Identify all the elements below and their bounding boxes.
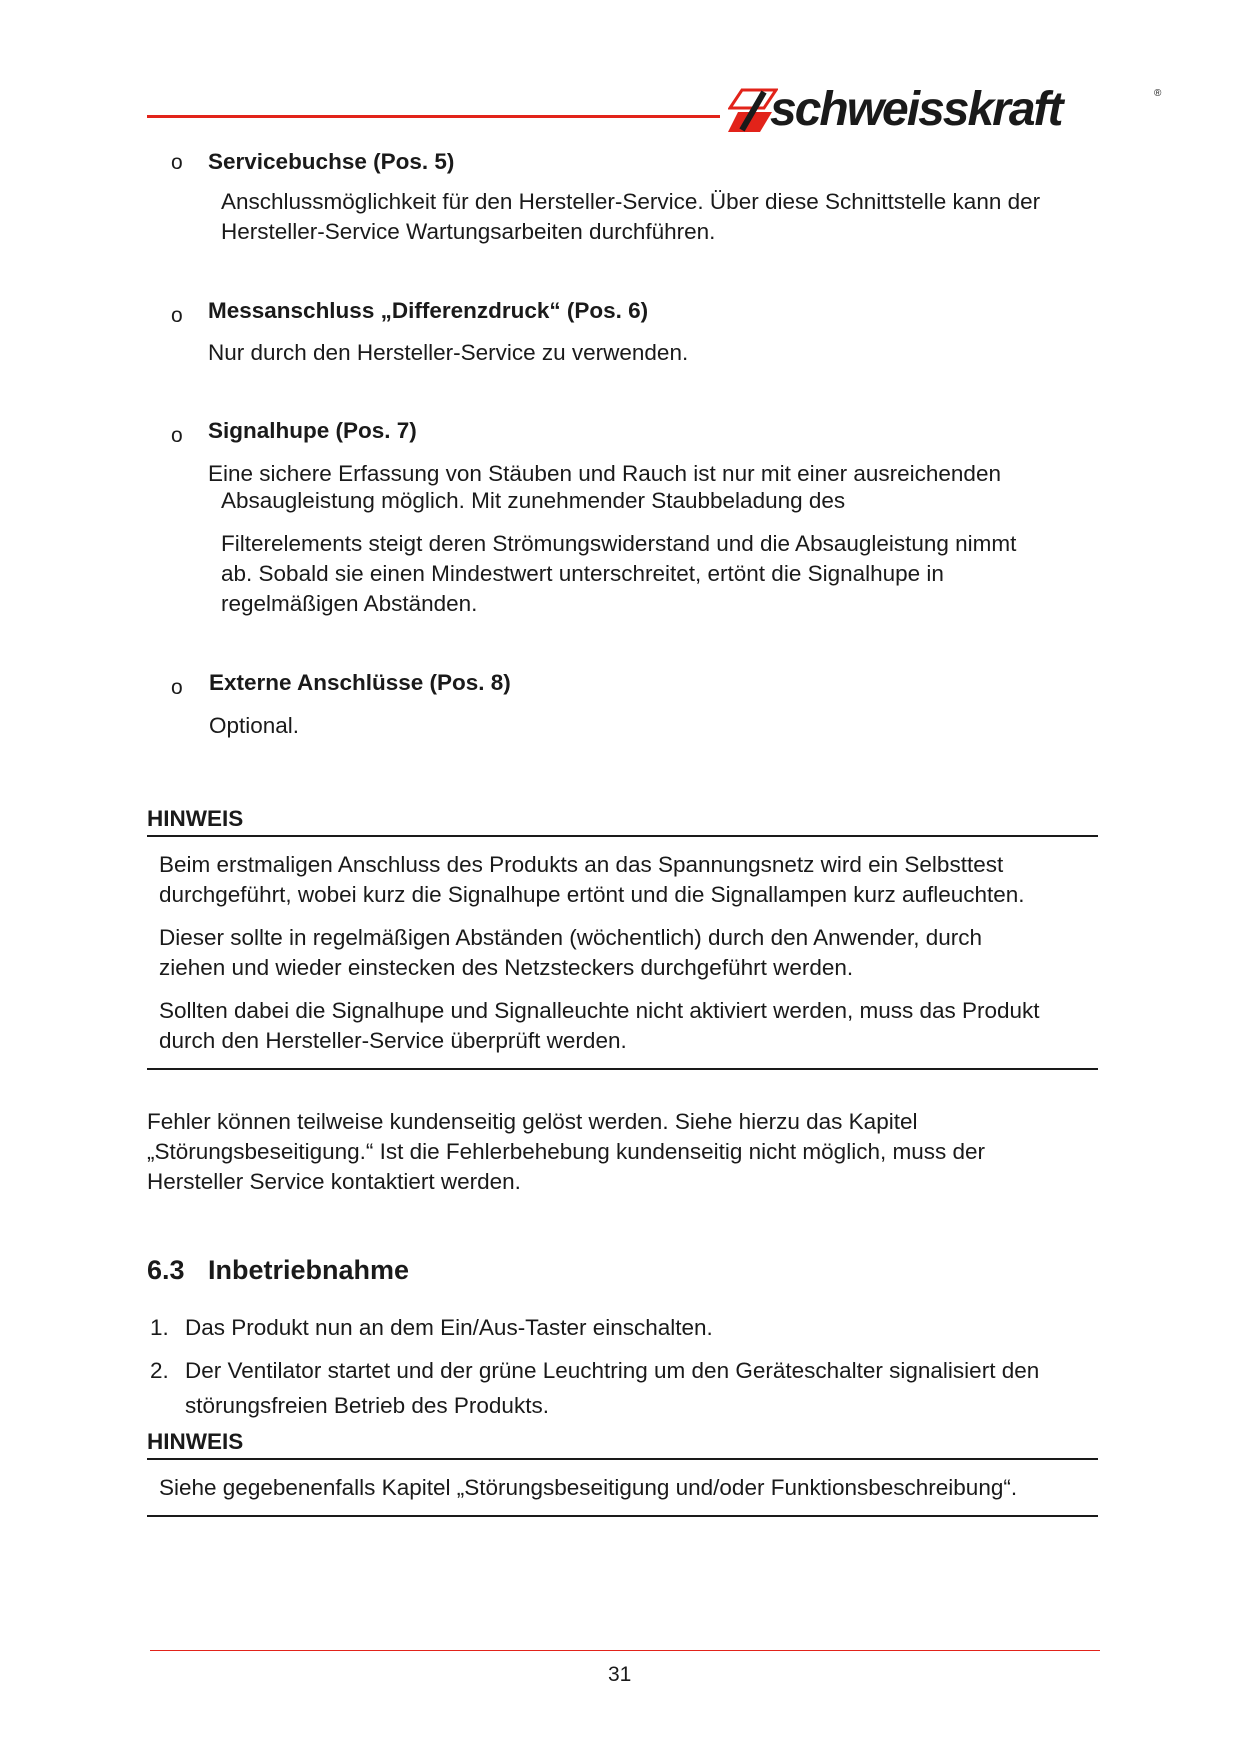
header-rule: [147, 115, 720, 118]
notice-text: ziehen und wieder einstecken des Netzsteckers durchgeführt werden.: [159, 955, 854, 980]
item-text: Eine sichere Erfassung von Stäuben und Rauch ist nur mit einer ausreichenden: [208, 461, 1001, 486]
logo-text: schweisskraft: [770, 83, 1062, 136]
item-text: Optional.: [209, 713, 300, 738]
item-title: Externe Anschlüsse (Pos. 8): [209, 670, 511, 695]
notice-text: durch den Hersteller-Service überprüft werden.: [159, 1028, 627, 1053]
item-text: Nur durch den Hersteller-Service zu verwenden.: [208, 340, 689, 365]
notice-heading: HINWEIS: [147, 1429, 244, 1454]
body-text: Fehler können teilweise kundenseitig gelöst werden. Siehe hierzu das Kapitel: [147, 1109, 918, 1134]
notice-bottom-rule: [147, 1515, 1098, 1517]
bullet-marker: o: [171, 304, 183, 327]
footer-rule: [150, 1650, 1100, 1651]
step-text: Der Ventilator startet und der grüne Leuchtring um den Geräteschalter signalisiert den: [185, 1358, 1040, 1383]
item-text: regelmäßigen Abständen.: [221, 591, 478, 616]
notice-heading: HINWEIS: [147, 806, 244, 831]
section-number: 6.3: [147, 1255, 185, 1285]
item-title: Messanschluss „Differenzdruck“ (Pos. 6): [208, 298, 649, 323]
bullet-marker: o: [171, 151, 183, 174]
step-text: störungsfreien Betrieb des Produkts.: [185, 1393, 549, 1418]
brand-logo: [728, 83, 1164, 138]
bullet-marker: o: [171, 676, 183, 699]
registered-mark: ®: [1154, 88, 1162, 99]
notice-text: Siehe gegebenenfalls Kapitel „Störungsbeseitigung und/oder Funktionsbeschreibung“.: [159, 1475, 1018, 1500]
body-text: Hersteller Service kontaktiert werden.: [147, 1169, 521, 1194]
notice-top-rule: [147, 1458, 1098, 1460]
step-number: 2.: [150, 1358, 169, 1383]
notice-top-rule: [147, 835, 1098, 837]
item-title: Signalhupe (Pos. 7): [208, 418, 417, 443]
notice-text: Beim erstmaligen Anschluss des Produkts an das Spannungsnetz wird ein Selbsttest: [159, 852, 1004, 877]
item-title: Servicebuchse (Pos. 5): [208, 149, 455, 174]
notice-text: durchgeführt, wobei kurz die Signalhupe ertönt und die Signallampen kurz aufleuchten.: [159, 882, 1025, 907]
item-text: Hersteller-Service Wartungsarbeiten durchführen.: [221, 219, 716, 244]
item-text: Anschlussmöglichkeit für den Hersteller-Service. Über diese Schnittstelle kann der: [221, 189, 1041, 214]
item-text: ab. Sobald sie einen Mindestwert unterschreitet, ertönt die Signalhupe in: [221, 561, 944, 586]
notice-text: Sollten dabei die Signalhupe und Signalleuchte nicht aktiviert werden, muss das Produkt: [159, 998, 1040, 1023]
notice-text: Dieser sollte in regelmäßigen Abständen (wöchentlich) durch den Anwender, durch: [159, 925, 982, 950]
section-title: Inbetriebnahme: [208, 1255, 410, 1285]
step-number: 1.: [150, 1315, 169, 1340]
notice-bottom-rule: [147, 1068, 1098, 1070]
item-text: Filterelements steigt deren Strömungswiderstand und die Absaugleistung nimmt: [221, 531, 1017, 556]
bullet-marker: o: [171, 424, 183, 447]
step-text: Das Produkt nun an dem Ein/Aus-Taster einschalten.: [185, 1315, 713, 1340]
body-text: „Störungsbeseitigung.“ Ist die Fehlerbehebung kundenseitig nicht möglich, muss der: [147, 1139, 985, 1164]
item-text: Absaugleistung möglich. Mit zunehmender Staubbeladung des: [221, 488, 846, 513]
page-number: 31: [608, 1663, 632, 1686]
